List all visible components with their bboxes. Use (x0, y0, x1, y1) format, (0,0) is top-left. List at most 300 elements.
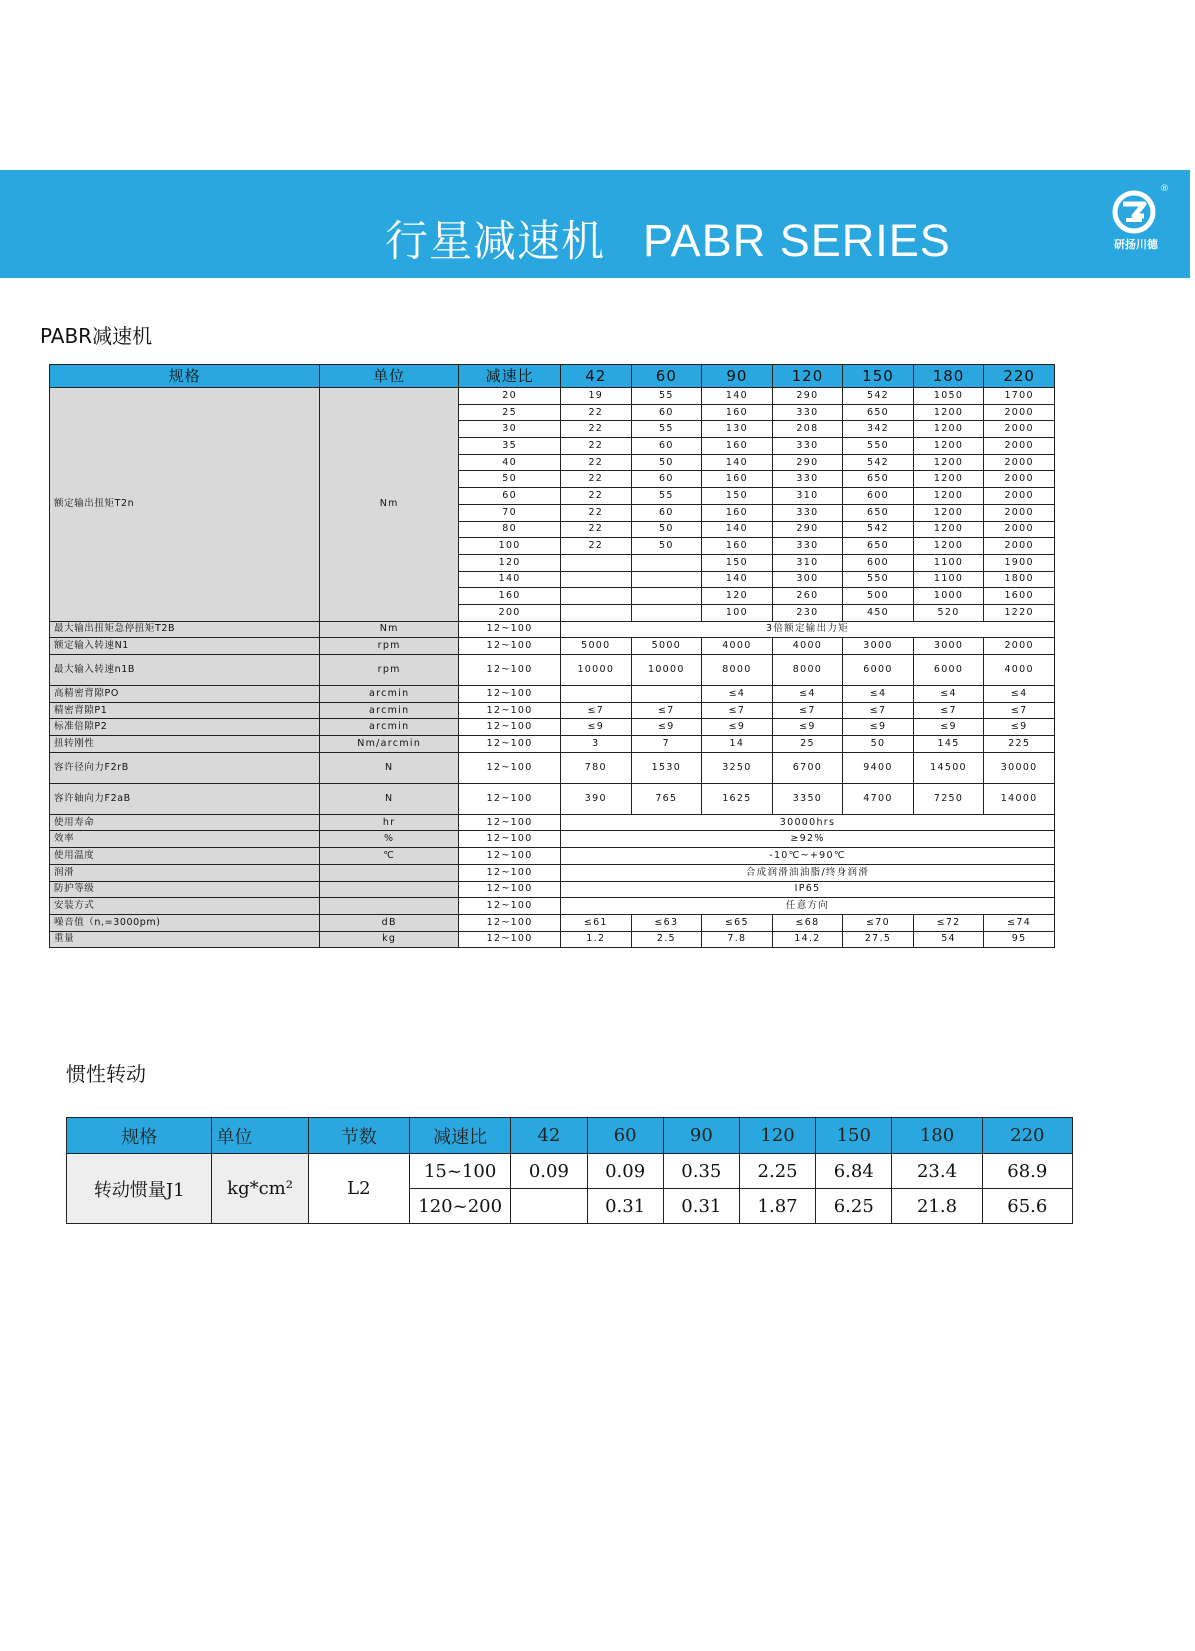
value-cell: 65.6 (982, 1189, 1072, 1224)
value-cell: 150 (702, 554, 773, 571)
row-label: 最大输出扭矩急停扭矩T2B (50, 621, 320, 638)
value-cell: 2.5 (631, 931, 702, 948)
value-cell: 1200 (913, 521, 984, 538)
value-cell: 55 (631, 421, 702, 438)
inertia-header-cell: 120 (739, 1118, 815, 1154)
banner-title-cn: 行星减速机 (385, 217, 605, 267)
value-cell: 4000 (984, 655, 1055, 686)
row-ratio: 30 (459, 421, 561, 438)
row-unit: rpm (320, 638, 459, 655)
value-cell: 9400 (843, 752, 914, 783)
table-row (50, 752, 1055, 783)
value-cell: ≤4 (702, 686, 773, 703)
value-cell: 330 (772, 471, 843, 488)
value-cell (511, 1189, 587, 1224)
spec-header-cell: 单位 (320, 365, 459, 388)
row-label: 容许径向力F2rB (50, 752, 320, 783)
value-cell: 1200 (913, 438, 984, 455)
inertia-header-cell: 42 (511, 1118, 587, 1154)
merged-value-cell: 任意方向 (561, 898, 1055, 915)
table-row (50, 931, 1055, 948)
value-cell: 50 (631, 538, 702, 555)
row-ratio: 12~100 (459, 881, 561, 898)
value-cell: ≤72 (913, 914, 984, 931)
value-cell: 1900 (984, 554, 1055, 571)
table-row (50, 638, 1055, 655)
value-cell: 95 (984, 931, 1055, 948)
value-cell: ≤7 (631, 702, 702, 719)
inertia-table (66, 1117, 1073, 1224)
inertia-table-header (67, 1118, 1073, 1154)
value-cell: 1000 (913, 588, 984, 605)
value-cell: 22 (561, 538, 632, 555)
row-label: 扭转刚性 (50, 736, 320, 753)
value-cell: 22 (561, 421, 632, 438)
table-row (50, 881, 1055, 898)
value-cell: 160 (702, 471, 773, 488)
row-label: 防护等级 (50, 881, 320, 898)
value-cell: 6700 (772, 752, 843, 783)
table-row (50, 388, 1055, 405)
inertia-unit: kg*cm² (212, 1154, 308, 1224)
banner-title-en: PABR SERIES (643, 215, 951, 266)
table-row (50, 814, 1055, 831)
merged-value-cell: ≥92% (561, 831, 1055, 848)
spec-section-title: PABR减速机 (40, 324, 153, 348)
row-ratio: 12~100 (459, 719, 561, 736)
value-cell: 14500 (913, 752, 984, 783)
table-row (50, 914, 1055, 931)
value-cell (631, 571, 702, 588)
value-cell: 550 (843, 438, 914, 455)
value-cell: 1200 (913, 538, 984, 555)
row-ratio: 12~100 (459, 621, 561, 638)
value-cell: 23.4 (892, 1154, 982, 1189)
inertia-header-cell: 220 (982, 1118, 1072, 1154)
row-label: 最大输入转速n1B (50, 655, 320, 686)
inertia-header-cell: 180 (892, 1118, 982, 1154)
spec-header-cell: 120 (772, 365, 843, 388)
value-cell: 55 (631, 488, 702, 505)
row-unit: rpm (320, 655, 459, 686)
row-label: 使用温度 (50, 848, 320, 865)
value-cell: 2000 (984, 471, 1055, 488)
value-cell: 0.09 (511, 1154, 587, 1189)
table-row (50, 686, 1055, 703)
row-ratio: 70 (459, 504, 561, 521)
table-row (67, 1154, 1073, 1189)
value-cell (631, 554, 702, 571)
spec-header-cell: 42 (561, 365, 632, 388)
value-cell: 2.25 (739, 1154, 815, 1189)
value-cell: ≤70 (843, 914, 914, 931)
value-cell: 22 (561, 521, 632, 538)
row-ratio: 12~100 (459, 848, 561, 865)
inertia-header-cell: 规格 (67, 1118, 212, 1154)
row-ratio: 50 (459, 471, 561, 488)
row-label: 容许轴向力F2aB (50, 783, 320, 814)
value-cell: 1625 (702, 783, 773, 814)
value-cell (631, 686, 702, 703)
row-ratio: 40 (459, 454, 561, 471)
row-label: 精密背隙P1 (50, 702, 320, 719)
row-ratio: 20 (459, 388, 561, 405)
value-cell: 60 (631, 504, 702, 521)
value-cell: 1200 (913, 454, 984, 471)
value-cell: 3350 (772, 783, 843, 814)
row-ratio: 12~100 (459, 931, 561, 948)
row-ratio: 160 (459, 588, 561, 605)
logo-text: 研扬川德 (1114, 238, 1158, 251)
value-cell (631, 588, 702, 605)
merged-value-cell: 合成润滑油油脂/终身润滑 (561, 864, 1055, 881)
value-cell: 330 (772, 438, 843, 455)
value-cell: ≤4 (772, 686, 843, 703)
banner-title (385, 208, 951, 269)
value-cell: 542 (843, 454, 914, 471)
spec-header-cell: 规格 (50, 365, 320, 388)
value-cell: 30000 (984, 752, 1055, 783)
row-label: 效率 (50, 831, 320, 848)
value-cell: ≤9 (561, 719, 632, 736)
row-label: 使用寿命 (50, 814, 320, 831)
value-cell: 3 (561, 736, 632, 753)
value-cell: ≤9 (843, 719, 914, 736)
row-unit: N (320, 752, 459, 783)
table-row (50, 831, 1055, 848)
value-cell: ≤7 (772, 702, 843, 719)
merged-value-cell: -10℃~+90℃ (561, 848, 1055, 865)
spec-header-cell: 180 (913, 365, 984, 388)
row-ratio: 12~100 (459, 914, 561, 931)
value-cell: 1100 (913, 571, 984, 588)
value-cell: 22 (561, 454, 632, 471)
value-cell: 50 (631, 521, 702, 538)
row-unit: N (320, 783, 459, 814)
spec-header-cell: 减速比 (459, 365, 561, 388)
value-cell: 542 (843, 388, 914, 405)
value-cell: 10000 (561, 655, 632, 686)
value-cell: 1200 (913, 421, 984, 438)
value-cell: 145 (913, 736, 984, 753)
row-ratio: 12~100 (459, 898, 561, 915)
value-cell: ≤9 (702, 719, 773, 736)
table-row (50, 702, 1055, 719)
row-unit (320, 864, 459, 881)
row-ratio: 60 (459, 488, 561, 505)
value-cell: 0.35 (663, 1154, 739, 1189)
row-ratio: 12~100 (459, 864, 561, 881)
value-cell: ≤9 (772, 719, 843, 736)
value-cell: 14.2 (772, 931, 843, 948)
inertia-section-title: 惯性转动 (66, 1062, 146, 1086)
value-cell: 6.25 (816, 1189, 892, 1224)
header-banner (0, 170, 1190, 278)
value-cell: 1050 (913, 388, 984, 405)
inertia-ratio: 15~100 (410, 1154, 511, 1189)
value-cell: ≤4 (843, 686, 914, 703)
value-cell: 4000 (772, 638, 843, 655)
value-cell: 2000 (984, 521, 1055, 538)
row-ratio: 12~100 (459, 736, 561, 753)
value-cell: ≤7 (984, 702, 1055, 719)
inertia-header-cell: 60 (587, 1118, 663, 1154)
value-cell: 160 (702, 538, 773, 555)
row-label: 额定输入转速N1 (50, 638, 320, 655)
value-cell: 22 (561, 438, 632, 455)
value-cell: ≤7 (702, 702, 773, 719)
value-cell: 50 (631, 454, 702, 471)
value-cell: 5000 (631, 638, 702, 655)
value-cell: 0.31 (587, 1189, 663, 1224)
value-cell: 1220 (984, 604, 1055, 621)
value-cell: ≤7 (843, 702, 914, 719)
spec-header-cell: 60 (631, 365, 702, 388)
value-cell: 1200 (913, 471, 984, 488)
value-cell: 230 (772, 604, 843, 621)
table-row (50, 783, 1055, 814)
row-ratio: 80 (459, 521, 561, 538)
value-cell: ≤65 (702, 914, 773, 931)
table-row (50, 719, 1055, 736)
value-cell: 1200 (913, 488, 984, 505)
inertia-stages: L2 (308, 1154, 409, 1224)
value-cell: 25 (772, 736, 843, 753)
value-cell: 160 (702, 504, 773, 521)
value-cell: ≤68 (772, 914, 843, 931)
value-cell: 2000 (984, 421, 1055, 438)
row-unit: arcmin (320, 686, 459, 703)
value-cell: 542 (843, 521, 914, 538)
value-cell (561, 571, 632, 588)
value-cell: 600 (843, 554, 914, 571)
value-cell: ≤4 (984, 686, 1055, 703)
row-unit: ℃ (320, 848, 459, 865)
value-cell (561, 588, 632, 605)
row-label: 重量 (50, 931, 320, 948)
value-cell: 140 (702, 521, 773, 538)
value-cell: 54 (913, 931, 984, 948)
value-cell: 2000 (984, 438, 1055, 455)
value-cell: 160 (702, 438, 773, 455)
value-cell: 1200 (913, 504, 984, 521)
row-ratio: 12~100 (459, 831, 561, 848)
value-cell: 22 (561, 488, 632, 505)
value-cell: 140 (702, 454, 773, 471)
merged-value-cell: 30000hrs (561, 814, 1055, 831)
value-cell (561, 554, 632, 571)
value-cell: 2000 (984, 488, 1055, 505)
row-ratio: 12~100 (459, 783, 561, 814)
value-cell: 120 (702, 588, 773, 605)
value-cell: 2000 (984, 404, 1055, 421)
value-cell: ≤9 (984, 719, 1055, 736)
value-cell: 550 (843, 571, 914, 588)
value-cell: 1800 (984, 571, 1055, 588)
value-cell: 330 (772, 404, 843, 421)
value-cell: 260 (772, 588, 843, 605)
value-cell: 650 (843, 504, 914, 521)
value-cell: 50 (843, 736, 914, 753)
value-cell: 780 (561, 752, 632, 783)
value-cell: 650 (843, 404, 914, 421)
value-cell: 1530 (631, 752, 702, 783)
value-cell: 290 (772, 454, 843, 471)
value-cell: 2000 (984, 504, 1055, 521)
value-cell: 1200 (913, 404, 984, 421)
logo-mark-icon (1108, 190, 1164, 238)
value-cell (561, 604, 632, 621)
row-ratio: 140 (459, 571, 561, 588)
merged-value-cell: 3倍额定输出力矩 (561, 621, 1055, 638)
value-cell: 27.5 (843, 931, 914, 948)
value-cell: 4700 (843, 783, 914, 814)
value-cell: 1700 (984, 388, 1055, 405)
row-unit: Nm (320, 621, 459, 638)
value-cell: 140 (702, 388, 773, 405)
inertia-label: 转动惯量J1 (67, 1154, 212, 1224)
row-ratio: 120 (459, 554, 561, 571)
value-cell: ≤61 (561, 914, 632, 931)
value-cell: ≤9 (913, 719, 984, 736)
value-cell: 60 (631, 404, 702, 421)
row-ratio: 12~100 (459, 686, 561, 703)
value-cell: 310 (772, 554, 843, 571)
row-ratio: 25 (459, 404, 561, 421)
value-cell: ≤4 (913, 686, 984, 703)
table-row (50, 655, 1055, 686)
value-cell: 22 (561, 504, 632, 521)
value-cell: 7.8 (702, 931, 773, 948)
inertia-header-cell: 减速比 (410, 1118, 511, 1154)
value-cell: ≤9 (631, 719, 702, 736)
row-unit: % (320, 831, 459, 848)
registered-mark: ® (1160, 184, 1169, 194)
company-logo (1108, 184, 1169, 254)
inertia-header-cell: 节数 (308, 1118, 409, 1154)
value-cell: 14 (702, 736, 773, 753)
value-cell: 330 (772, 504, 843, 521)
value-cell: 130 (702, 421, 773, 438)
value-cell: 60 (631, 471, 702, 488)
row-unit (320, 898, 459, 915)
value-cell: 3000 (913, 638, 984, 655)
spec-table-header (50, 365, 1055, 388)
value-cell: 160 (702, 404, 773, 421)
value-cell: 22 (561, 471, 632, 488)
value-cell: 310 (772, 488, 843, 505)
value-cell: 390 (561, 783, 632, 814)
value-cell: 2000 (984, 638, 1055, 655)
row-label: 噪音值（n,=3000pm) (50, 914, 320, 931)
value-cell: 150 (702, 488, 773, 505)
inertia-header-cell: 90 (663, 1118, 739, 1154)
value-cell: 1600 (984, 588, 1055, 605)
value-cell: 19 (561, 388, 632, 405)
value-cell: 765 (631, 783, 702, 814)
row-label: 安装方式 (50, 898, 320, 915)
value-cell: 5000 (561, 638, 632, 655)
value-cell: 1.87 (739, 1189, 815, 1224)
value-cell: ≤7 (913, 702, 984, 719)
row-unit: hr (320, 814, 459, 831)
row-unit (320, 881, 459, 898)
table-row (50, 621, 1055, 638)
value-cell: 6000 (843, 655, 914, 686)
value-cell: 100 (702, 604, 773, 621)
value-cell: 8000 (702, 655, 773, 686)
value-cell: 3250 (702, 752, 773, 783)
value-cell: 600 (843, 488, 914, 505)
value-cell: 22 (561, 404, 632, 421)
value-cell: 500 (843, 588, 914, 605)
value-cell: ≤74 (984, 914, 1055, 931)
value-cell: ≤7 (561, 702, 632, 719)
value-cell: 8000 (772, 655, 843, 686)
value-cell: 7 (631, 736, 702, 753)
value-cell: 6000 (913, 655, 984, 686)
row-ratio: 12~100 (459, 814, 561, 831)
value-cell: 450 (843, 604, 914, 621)
row-label: 标准倍隙P2 (50, 719, 320, 736)
row-unit: dB (320, 914, 459, 931)
value-cell: 290 (772, 388, 843, 405)
spec-table (49, 364, 1055, 948)
value-cell: 300 (772, 571, 843, 588)
spec-header-cell: 220 (984, 365, 1055, 388)
value-cell: 0.31 (663, 1189, 739, 1224)
value-cell: 0.09 (587, 1154, 663, 1189)
spec-header-cell: 150 (843, 365, 914, 388)
row-unit: arcmin (320, 702, 459, 719)
row-ratio: 200 (459, 604, 561, 621)
value-cell: 3000 (843, 638, 914, 655)
value-cell: 7250 (913, 783, 984, 814)
row-unit: kg (320, 931, 459, 948)
table-row (50, 736, 1055, 753)
value-cell: ≤63 (631, 914, 702, 931)
inertia-header-cell: 单位 (212, 1118, 308, 1154)
row-unit: Nm/arcmin (320, 736, 459, 753)
value-cell: 21.8 (892, 1189, 982, 1224)
value-cell: 225 (984, 736, 1055, 753)
value-cell: 520 (913, 604, 984, 621)
inertia-header-cell: 150 (816, 1118, 892, 1154)
value-cell: 208 (772, 421, 843, 438)
value-cell: 55 (631, 388, 702, 405)
value-cell (631, 604, 702, 621)
table-row (50, 848, 1055, 865)
row-label: 高精密背隙PO (50, 686, 320, 703)
value-cell (561, 686, 632, 703)
merged-value-cell: IP65 (561, 881, 1055, 898)
value-cell: 290 (772, 521, 843, 538)
value-cell: 2000 (984, 538, 1055, 555)
value-cell: 1.2 (561, 931, 632, 948)
value-cell: 2000 (984, 454, 1055, 471)
row-ratio: 12~100 (459, 702, 561, 719)
table-row (50, 864, 1055, 881)
row-label: 额定输出扭矩T2n (50, 388, 320, 622)
value-cell: 140 (702, 571, 773, 588)
row-ratio: 35 (459, 438, 561, 455)
row-ratio: 12~100 (459, 752, 561, 783)
value-cell: 6.84 (816, 1154, 892, 1189)
inertia-ratio: 120~200 (410, 1189, 511, 1224)
value-cell: 68.9 (982, 1154, 1072, 1189)
value-cell: 1100 (913, 554, 984, 571)
row-unit: Nm (320, 388, 459, 622)
